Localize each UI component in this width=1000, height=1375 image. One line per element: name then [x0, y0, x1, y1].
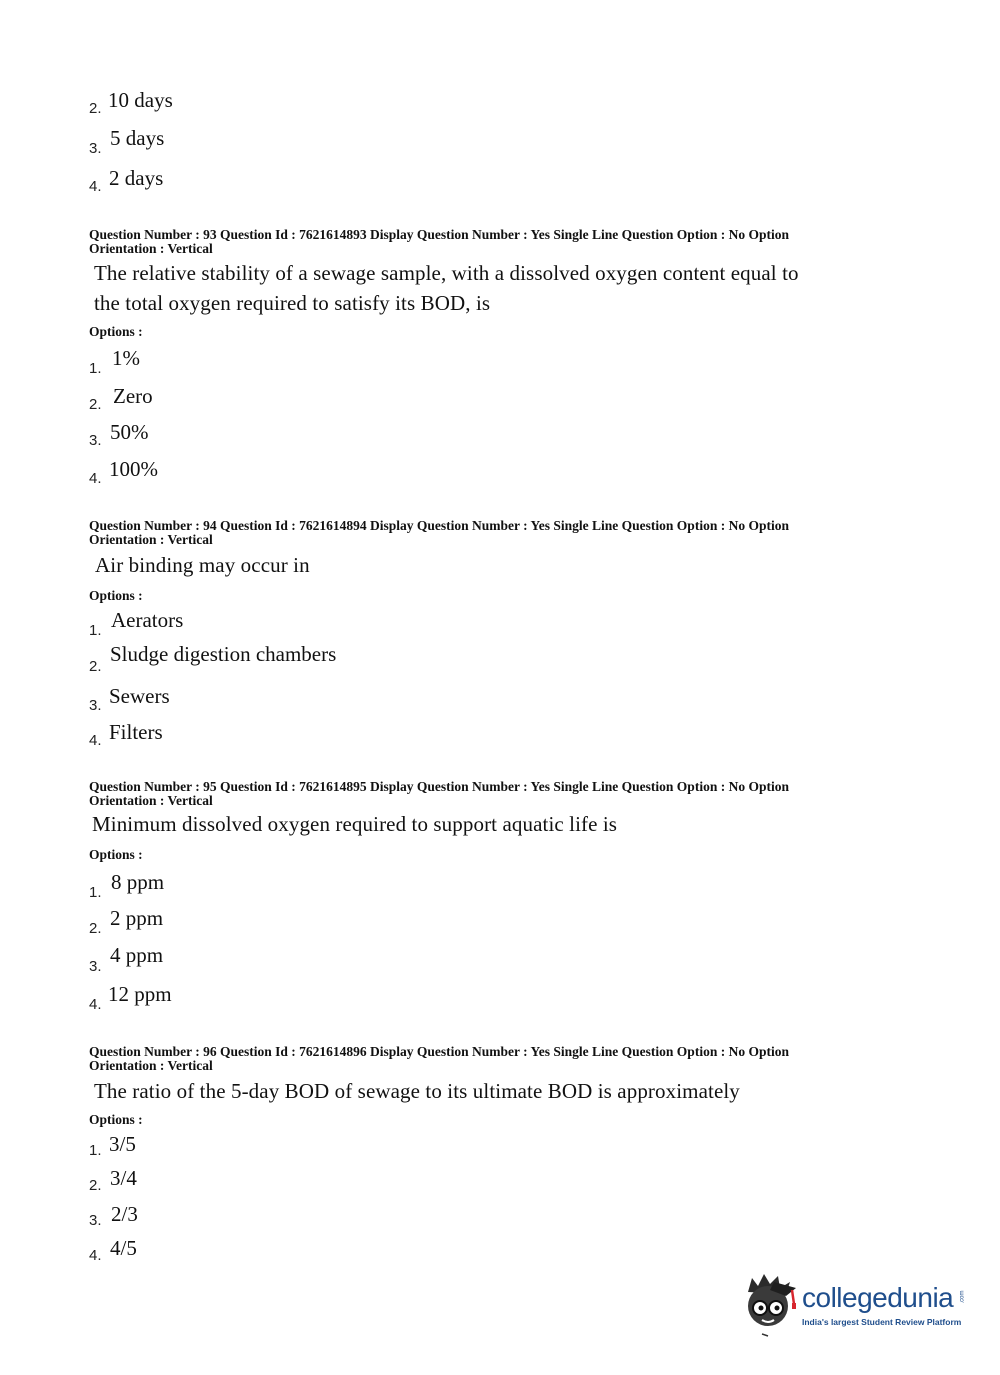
- question-meta: [89, 228, 869, 256]
- option-number: 3.: [89, 140, 102, 157]
- option-number: 4.: [89, 178, 102, 195]
- meta-line: Question Number : 93 Question Id : 7621614893 Display Question Number : Yes Single Line Question Option : No Option: [89, 227, 789, 242]
- option-number: 2.: [89, 100, 102, 117]
- option-number: 2.: [89, 658, 102, 675]
- option-number: 1.: [89, 884, 102, 901]
- option-number: 1.: [89, 1142, 102, 1159]
- meta-line: Question Number : 94 Question Id : 7621614894 Display Question Number : Yes Single Line Question Option : No Option: [89, 518, 789, 533]
- option-text: 1%: [112, 346, 140, 370]
- option-number: 1.: [89, 622, 102, 639]
- option-number: 3.: [89, 697, 102, 714]
- logo-suffix: .com: [959, 1290, 966, 1304]
- option-number: 4.: [89, 996, 102, 1013]
- option-text: Filters: [109, 720, 163, 744]
- option-text: Sewers: [109, 684, 170, 708]
- option-text: 4/5: [110, 1236, 137, 1260]
- question-meta: [89, 1045, 869, 1073]
- meta-line: Orientation : Vertical: [89, 793, 213, 808]
- logo-tagline: India's largest Student Review Platform: [802, 1317, 962, 1327]
- option-number: 2.: [89, 396, 102, 413]
- option-text: Aerators: [111, 608, 184, 632]
- question-meta: [89, 780, 869, 808]
- option-number: 3.: [89, 1212, 102, 1229]
- question-text: The relative stability of a sewage sample, with a dissolved oxygen content equal to: [94, 261, 799, 285]
- question-meta: [89, 519, 869, 547]
- option-number: 4.: [89, 732, 102, 749]
- meta-line: Orientation : Vertical: [89, 532, 213, 547]
- meta-line: Question Number : 95 Question Id : 7621614895 Display Question Number : Yes Single Line Question Option : No Option: [89, 779, 789, 794]
- option-text: 3/5: [109, 1132, 136, 1156]
- option-text: 10 days: [108, 88, 173, 112]
- option-number: 3.: [89, 958, 102, 975]
- option-text: 3/4: [110, 1166, 137, 1190]
- meta-line: Orientation : Vertical: [89, 1058, 213, 1073]
- mascot-icon: [740, 1270, 802, 1340]
- option-text: 2/3: [111, 1202, 138, 1226]
- option-text: 100%: [109, 457, 158, 481]
- question-text: Minimum dissolved oxygen required to support aquatic life is: [92, 812, 618, 836]
- collegedunia-logo: [740, 1270, 980, 1340]
- option-text: Zero: [113, 384, 153, 408]
- meta-line: Orientation : Vertical: [89, 241, 213, 256]
- option-text: 8 ppm: [111, 870, 165, 894]
- option-text: 2 ppm: [110, 906, 164, 930]
- options-label: Options :: [89, 324, 143, 339]
- options-label: Options :: [89, 847, 143, 862]
- meta-line: Question Number : 96 Question Id : 7621614896 Display Question Number : Yes Single Line Question Option : No Option: [89, 1044, 789, 1059]
- question-text: the total oxygen required to satisfy its BOD, is: [94, 291, 491, 315]
- option-text: Sludge digestion chambers: [110, 642, 337, 666]
- option-number: 1.: [89, 360, 102, 377]
- option-number: 3.: [89, 432, 102, 449]
- option-number: 4.: [89, 1247, 102, 1264]
- option-text: 2 days: [109, 166, 164, 190]
- option-number: 2.: [89, 920, 102, 937]
- option-text: 5 days: [110, 126, 165, 150]
- options-label: Options :: [89, 1112, 143, 1127]
- question-text: The ratio of the 5-day BOD of sewage to its ultimate BOD is approximately: [94, 1079, 740, 1103]
- logo-wordmark: collegedunia: [802, 1282, 954, 1313]
- option-number: 4.: [89, 470, 102, 487]
- option-number: 2.: [89, 1177, 102, 1194]
- option-text: 4 ppm: [110, 943, 164, 967]
- options-label: Options :: [89, 588, 143, 603]
- option-text: 12 ppm: [108, 982, 172, 1006]
- question-text: Air binding may occur in: [95, 553, 310, 577]
- option-text: 50%: [110, 420, 149, 444]
